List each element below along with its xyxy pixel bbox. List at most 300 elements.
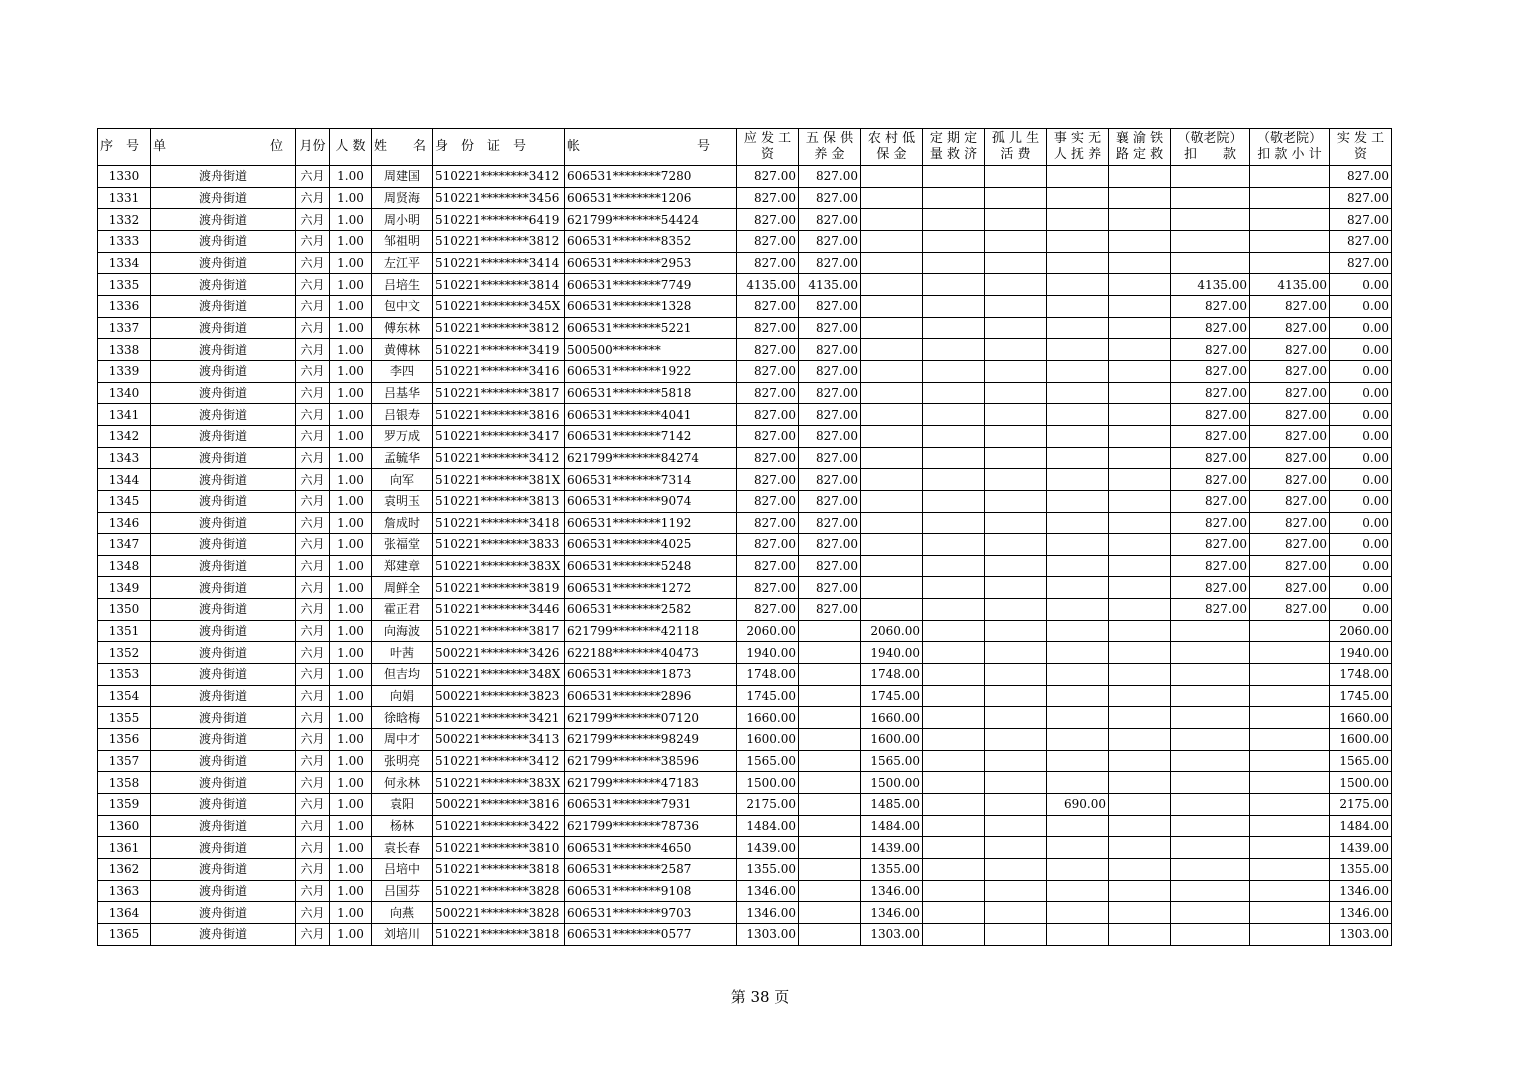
cell-account: 606531********5818 — [565, 382, 737, 404]
cell-persons: 1.00 — [330, 534, 372, 556]
cell-seq: 1365 — [98, 923, 151, 945]
cell-persons: 1.00 — [330, 772, 372, 794]
cell-seq: 1345 — [98, 490, 151, 512]
cell-orphan — [985, 490, 1047, 512]
cell-dibao: 2060.00 — [861, 620, 923, 642]
cell-unit: 渡舟街道 — [151, 339, 296, 361]
cell-gross: 827.00 — [737, 425, 799, 447]
cell-deduct-total: 827.00 — [1250, 534, 1330, 556]
cell-orphan — [985, 599, 1047, 621]
cell-account: 621799********78736 — [565, 815, 737, 837]
cell-net: 1303.00 — [1330, 923, 1392, 945]
table-row — [98, 555, 1392, 577]
cell-net: 1748.00 — [1330, 664, 1392, 686]
cell-dibao — [861, 274, 923, 296]
cell-defacto — [1047, 534, 1109, 556]
cell-name: 周贤海 — [372, 187, 433, 209]
cell-seq: 1332 — [98, 209, 151, 231]
cell-name: 袁阳 — [372, 794, 433, 816]
cell-name: 包中文 — [372, 295, 433, 317]
column-header-month: 月份 — [296, 129, 330, 166]
cell-deduct-total: 827.00 — [1250, 425, 1330, 447]
cell-dibao — [861, 166, 923, 188]
cell-idcard: 500221********3816 — [433, 794, 565, 816]
cell-railway — [1109, 555, 1171, 577]
cell-orphan — [985, 837, 1047, 859]
table-row — [98, 599, 1392, 621]
cell-dibao — [861, 490, 923, 512]
cell-dingliang — [923, 339, 985, 361]
cell-dibao — [861, 295, 923, 317]
cell-idcard: 510221********3446 — [433, 599, 565, 621]
cell-orphan — [985, 230, 1047, 252]
cell-deduct — [1171, 187, 1250, 209]
cell-defacto — [1047, 599, 1109, 621]
cell-net: 1940.00 — [1330, 642, 1392, 664]
cell-idcard: 510221********3421 — [433, 707, 565, 729]
cell-defacto — [1047, 166, 1109, 188]
cell-deduct-total: 827.00 — [1250, 382, 1330, 404]
cell-idcard: 510221********3833 — [433, 534, 565, 556]
cell-wubao: 827.00 — [799, 166, 861, 188]
cell-defacto — [1047, 923, 1109, 945]
cell-wubao: 827.00 — [799, 534, 861, 556]
cell-dingliang — [923, 187, 985, 209]
cell-wubao: 827.00 — [799, 187, 861, 209]
cell-idcard: 510221********3817 — [433, 382, 565, 404]
cell-dingliang — [923, 729, 985, 751]
cell-month: 六月 — [296, 187, 330, 209]
cell-gross: 827.00 — [737, 490, 799, 512]
cell-deduct: 827.00 — [1171, 339, 1250, 361]
cell-unit: 渡舟街道 — [151, 209, 296, 231]
cell-seq: 1346 — [98, 512, 151, 534]
cell-gross: 1346.00 — [737, 902, 799, 924]
cell-deduct: 827.00 — [1171, 447, 1250, 469]
cell-account: 606531********7749 — [565, 274, 737, 296]
cell-seq: 1354 — [98, 685, 151, 707]
table-row — [98, 425, 1392, 447]
column-header-dingliang: 定 期 定 量 救 济 — [923, 129, 985, 166]
cell-name: 但吉均 — [372, 664, 433, 686]
cell-name: 郑建章 — [372, 555, 433, 577]
column-header-net: 实 发 工 资 — [1330, 129, 1392, 166]
cell-idcard: 510221********3816 — [433, 404, 565, 426]
cell-idcard: 510221********3813 — [433, 490, 565, 512]
cell-defacto — [1047, 707, 1109, 729]
cell-deduct — [1171, 859, 1250, 881]
cell-orphan — [985, 209, 1047, 231]
cell-dibao — [861, 404, 923, 426]
table-row — [98, 209, 1392, 231]
cell-defacto — [1047, 209, 1109, 231]
cell-dibao: 1346.00 — [861, 902, 923, 924]
cell-idcard: 510221********3819 — [433, 577, 565, 599]
cell-dibao — [861, 230, 923, 252]
cell-idcard: 510221********3412 — [433, 447, 565, 469]
cell-orphan — [985, 642, 1047, 664]
cell-deduct — [1171, 642, 1250, 664]
cell-defacto — [1047, 360, 1109, 382]
cell-account: 606531********2582 — [565, 599, 737, 621]
cell-account: 606531********9108 — [565, 880, 737, 902]
cell-net: 827.00 — [1330, 209, 1392, 231]
cell-seq: 1353 — [98, 664, 151, 686]
cell-unit: 渡舟街道 — [151, 902, 296, 924]
cell-gross: 1565.00 — [737, 750, 799, 772]
cell-name: 周建国 — [372, 166, 433, 188]
cell-wubao — [799, 923, 861, 945]
cell-name: 吕银寿 — [372, 404, 433, 426]
cell-account: 621799********47183 — [565, 772, 737, 794]
cell-persons: 1.00 — [330, 447, 372, 469]
cell-orphan — [985, 620, 1047, 642]
cell-dingliang — [923, 772, 985, 794]
cell-dibao — [861, 209, 923, 231]
table-row — [98, 187, 1392, 209]
relief-ledger-table — [97, 128, 1392, 946]
cell-name: 周鲜全 — [372, 577, 433, 599]
cell-persons: 1.00 — [330, 317, 372, 339]
cell-persons: 1.00 — [330, 707, 372, 729]
cell-railway — [1109, 187, 1171, 209]
cell-dingliang — [923, 750, 985, 772]
column-header-dibao: 农 村 低 保 金 — [861, 129, 923, 166]
cell-orphan — [985, 772, 1047, 794]
cell-account: 606531********9703 — [565, 902, 737, 924]
cell-orphan — [985, 577, 1047, 599]
cell-railway — [1109, 923, 1171, 945]
cell-month: 六月 — [296, 859, 330, 881]
cell-unit: 渡舟街道 — [151, 620, 296, 642]
cell-defacto — [1047, 642, 1109, 664]
cell-gross: 827.00 — [737, 209, 799, 231]
cell-idcard: 510221********3812 — [433, 317, 565, 339]
cell-deduct-total — [1250, 923, 1330, 945]
cell-month: 六月 — [296, 404, 330, 426]
cell-name: 吕国芬 — [372, 880, 433, 902]
cell-name: 黄傅林 — [372, 339, 433, 361]
cell-net: 1500.00 — [1330, 772, 1392, 794]
cell-net: 1484.00 — [1330, 815, 1392, 837]
cell-persons: 1.00 — [330, 425, 372, 447]
cell-seq: 1352 — [98, 642, 151, 664]
cell-gross: 1748.00 — [737, 664, 799, 686]
cell-persons: 1.00 — [330, 750, 372, 772]
cell-gross: 1346.00 — [737, 880, 799, 902]
cell-name: 向燕 — [372, 902, 433, 924]
cell-month: 六月 — [296, 577, 330, 599]
cell-deduct-total — [1250, 707, 1330, 729]
cell-net: 1565.00 — [1330, 750, 1392, 772]
cell-dingliang — [923, 685, 985, 707]
cell-month: 六月 — [296, 923, 330, 945]
cell-defacto — [1047, 750, 1109, 772]
column-header-idcard: 身 份 证 号 — [433, 129, 565, 166]
cell-deduct: 827.00 — [1171, 382, 1250, 404]
table-row — [98, 750, 1392, 772]
cell-deduct-total — [1250, 166, 1330, 188]
cell-railway — [1109, 447, 1171, 469]
cell-wubao: 827.00 — [799, 490, 861, 512]
cell-wubao: 827.00 — [799, 382, 861, 404]
cell-month: 六月 — [296, 599, 330, 621]
cell-net: 0.00 — [1330, 295, 1392, 317]
cell-gross: 1484.00 — [737, 815, 799, 837]
cell-seq: 1362 — [98, 859, 151, 881]
cell-deduct — [1171, 880, 1250, 902]
cell-account: 621799********07120 — [565, 707, 737, 729]
table-row — [98, 923, 1392, 945]
cell-net: 0.00 — [1330, 404, 1392, 426]
table-row — [98, 577, 1392, 599]
cell-defacto — [1047, 729, 1109, 751]
cell-unit: 渡舟街道 — [151, 859, 296, 881]
cell-wubao: 4135.00 — [799, 274, 861, 296]
table-row — [98, 469, 1392, 491]
cell-deduct-total: 827.00 — [1250, 577, 1330, 599]
cell-idcard: 510221********3812 — [433, 230, 565, 252]
cell-idcard: 510221********3412 — [433, 166, 565, 188]
table-row — [98, 447, 1392, 469]
cell-deduct: 827.00 — [1171, 490, 1250, 512]
cell-seq: 1351 — [98, 620, 151, 642]
cell-unit: 渡舟街道 — [151, 599, 296, 621]
cell-deduct: 827.00 — [1171, 317, 1250, 339]
cell-unit: 渡舟街道 — [151, 794, 296, 816]
cell-month: 六月 — [296, 382, 330, 404]
cell-defacto — [1047, 555, 1109, 577]
cell-wubao — [799, 902, 861, 924]
cell-wubao: 827.00 — [799, 577, 861, 599]
table-row — [98, 274, 1392, 296]
cell-gross: 1940.00 — [737, 642, 799, 664]
cell-account: 606531********1206 — [565, 187, 737, 209]
cell-defacto — [1047, 620, 1109, 642]
cell-railway — [1109, 599, 1171, 621]
cell-deduct-total — [1250, 750, 1330, 772]
cell-dibao: 1303.00 — [861, 923, 923, 945]
cell-deduct — [1171, 685, 1250, 707]
cell-account: 606531********5221 — [565, 317, 737, 339]
cell-dingliang — [923, 274, 985, 296]
cell-idcard: 510221********3412 — [433, 750, 565, 772]
cell-unit: 渡舟街道 — [151, 490, 296, 512]
cell-dingliang — [923, 707, 985, 729]
cell-net: 1346.00 — [1330, 880, 1392, 902]
cell-deduct — [1171, 794, 1250, 816]
cell-account: 606531********4650 — [565, 837, 737, 859]
cell-month: 六月 — [296, 534, 330, 556]
cell-gross: 1745.00 — [737, 685, 799, 707]
cell-persons: 1.00 — [330, 837, 372, 859]
cell-wubao: 827.00 — [799, 252, 861, 274]
cell-gross: 1600.00 — [737, 729, 799, 751]
cell-wubao: 827.00 — [799, 447, 861, 469]
cell-deduct — [1171, 729, 1250, 751]
cell-month: 六月 — [296, 230, 330, 252]
cell-account: 622188********40473 — [565, 642, 737, 664]
cell-defacto — [1047, 317, 1109, 339]
cell-deduct — [1171, 209, 1250, 231]
table-row — [98, 382, 1392, 404]
table-row — [98, 166, 1392, 188]
cell-dingliang — [923, 490, 985, 512]
cell-persons: 1.00 — [330, 490, 372, 512]
cell-dibao: 1355.00 — [861, 859, 923, 881]
cell-wubao — [799, 880, 861, 902]
cell-dibao — [861, 360, 923, 382]
cell-gross: 827.00 — [737, 187, 799, 209]
cell-seq: 1340 — [98, 382, 151, 404]
cell-idcard: 510221********3814 — [433, 274, 565, 296]
cell-wubao: 827.00 — [799, 209, 861, 231]
cell-idcard: 500221********3828 — [433, 902, 565, 924]
cell-account: 606531********1922 — [565, 360, 737, 382]
cell-name: 孟毓华 — [372, 447, 433, 469]
cell-dibao — [861, 512, 923, 534]
cell-deduct: 827.00 — [1171, 295, 1250, 317]
cell-name: 向军 — [372, 469, 433, 491]
cell-deduct-total — [1250, 642, 1330, 664]
cell-railway — [1109, 339, 1171, 361]
cell-railway — [1109, 859, 1171, 881]
cell-dingliang — [923, 209, 985, 231]
cell-dibao: 1660.00 — [861, 707, 923, 729]
table-row — [98, 859, 1392, 881]
cell-deduct: 827.00 — [1171, 360, 1250, 382]
cell-gross: 827.00 — [737, 317, 799, 339]
cell-account: 606531********7280 — [565, 166, 737, 188]
cell-net: 827.00 — [1330, 252, 1392, 274]
cell-account: 606531********0577 — [565, 923, 737, 945]
cell-orphan — [985, 274, 1047, 296]
cell-deduct-total — [1250, 209, 1330, 231]
cell-gross: 827.00 — [737, 230, 799, 252]
cell-dingliang — [923, 534, 985, 556]
cell-defacto — [1047, 339, 1109, 361]
cell-defacto — [1047, 230, 1109, 252]
cell-persons: 1.00 — [330, 729, 372, 751]
cell-persons: 1.00 — [330, 685, 372, 707]
cell-seq: 1357 — [98, 750, 151, 772]
cell-seq: 1363 — [98, 880, 151, 902]
cell-unit: 渡舟街道 — [151, 317, 296, 339]
cell-wubao: 827.00 — [799, 317, 861, 339]
cell-defacto — [1047, 295, 1109, 317]
cell-unit: 渡舟街道 — [151, 382, 296, 404]
cell-railway — [1109, 642, 1171, 664]
cell-defacto — [1047, 880, 1109, 902]
cell-month: 六月 — [296, 295, 330, 317]
cell-orphan — [985, 425, 1047, 447]
cell-gross: 827.00 — [737, 512, 799, 534]
header-row — [98, 129, 1392, 166]
cell-wubao: 827.00 — [799, 555, 861, 577]
cell-dingliang — [923, 902, 985, 924]
cell-deduct — [1171, 815, 1250, 837]
cell-seq: 1341 — [98, 404, 151, 426]
cell-unit: 渡舟街道 — [151, 404, 296, 426]
cell-idcard: 510221********3418 — [433, 512, 565, 534]
cell-orphan — [985, 555, 1047, 577]
cell-orphan — [985, 750, 1047, 772]
cell-dingliang — [923, 664, 985, 686]
cell-defacto — [1047, 274, 1109, 296]
cell-net: 827.00 — [1330, 166, 1392, 188]
cell-gross: 827.00 — [737, 295, 799, 317]
cell-net: 1439.00 — [1330, 837, 1392, 859]
table-row — [98, 902, 1392, 924]
cell-seq: 1335 — [98, 274, 151, 296]
cell-persons: 1.00 — [330, 295, 372, 317]
table-row — [98, 360, 1392, 382]
cell-deduct-total: 827.00 — [1250, 447, 1330, 469]
cell-deduct: 827.00 — [1171, 425, 1250, 447]
cell-account: 606531********9074 — [565, 490, 737, 512]
cell-account: 606531********1328 — [565, 295, 737, 317]
cell-orphan — [985, 295, 1047, 317]
cell-seq: 1339 — [98, 360, 151, 382]
cell-month: 六月 — [296, 750, 330, 772]
cell-persons: 1.00 — [330, 815, 372, 837]
cell-idcard: 510221********381X — [433, 469, 565, 491]
cell-gross: 827.00 — [737, 252, 799, 274]
cell-orphan — [985, 923, 1047, 945]
cell-deduct-total — [1250, 859, 1330, 881]
cell-deduct-total — [1250, 230, 1330, 252]
cell-dingliang — [923, 382, 985, 404]
cell-seq: 1356 — [98, 729, 151, 751]
cell-orphan — [985, 707, 1047, 729]
cell-dibao — [861, 425, 923, 447]
cell-month: 六月 — [296, 837, 330, 859]
cell-deduct-total: 827.00 — [1250, 555, 1330, 577]
cell-unit: 渡舟街道 — [151, 230, 296, 252]
cell-month: 六月 — [296, 490, 330, 512]
cell-deduct — [1171, 230, 1250, 252]
cell-wubao — [799, 837, 861, 859]
cell-railway — [1109, 620, 1171, 642]
cell-wubao: 827.00 — [799, 339, 861, 361]
cell-dibao: 1439.00 — [861, 837, 923, 859]
cell-defacto — [1047, 859, 1109, 881]
cell-defacto — [1047, 252, 1109, 274]
table-row — [98, 252, 1392, 274]
cell-unit: 渡舟街道 — [151, 707, 296, 729]
cell-idcard: 510221********3414 — [433, 252, 565, 274]
cell-name: 袁明玉 — [372, 490, 433, 512]
cell-net: 0.00 — [1330, 577, 1392, 599]
cell-month: 六月 — [296, 880, 330, 902]
cell-net: 0.00 — [1330, 339, 1392, 361]
cell-dingliang — [923, 295, 985, 317]
cell-defacto — [1047, 902, 1109, 924]
cell-persons: 1.00 — [330, 274, 372, 296]
table-body — [98, 166, 1392, 946]
cell-account: 606531********4025 — [565, 534, 737, 556]
cell-defacto — [1047, 469, 1109, 491]
table-row — [98, 295, 1392, 317]
cell-wubao — [799, 772, 861, 794]
cell-wubao — [799, 642, 861, 664]
cell-dibao: 1600.00 — [861, 729, 923, 751]
cell-unit: 渡舟街道 — [151, 880, 296, 902]
cell-net: 827.00 — [1330, 187, 1392, 209]
cell-account: 606531********2587 — [565, 859, 737, 881]
table-row — [98, 729, 1392, 751]
cell-net: 0.00 — [1330, 555, 1392, 577]
